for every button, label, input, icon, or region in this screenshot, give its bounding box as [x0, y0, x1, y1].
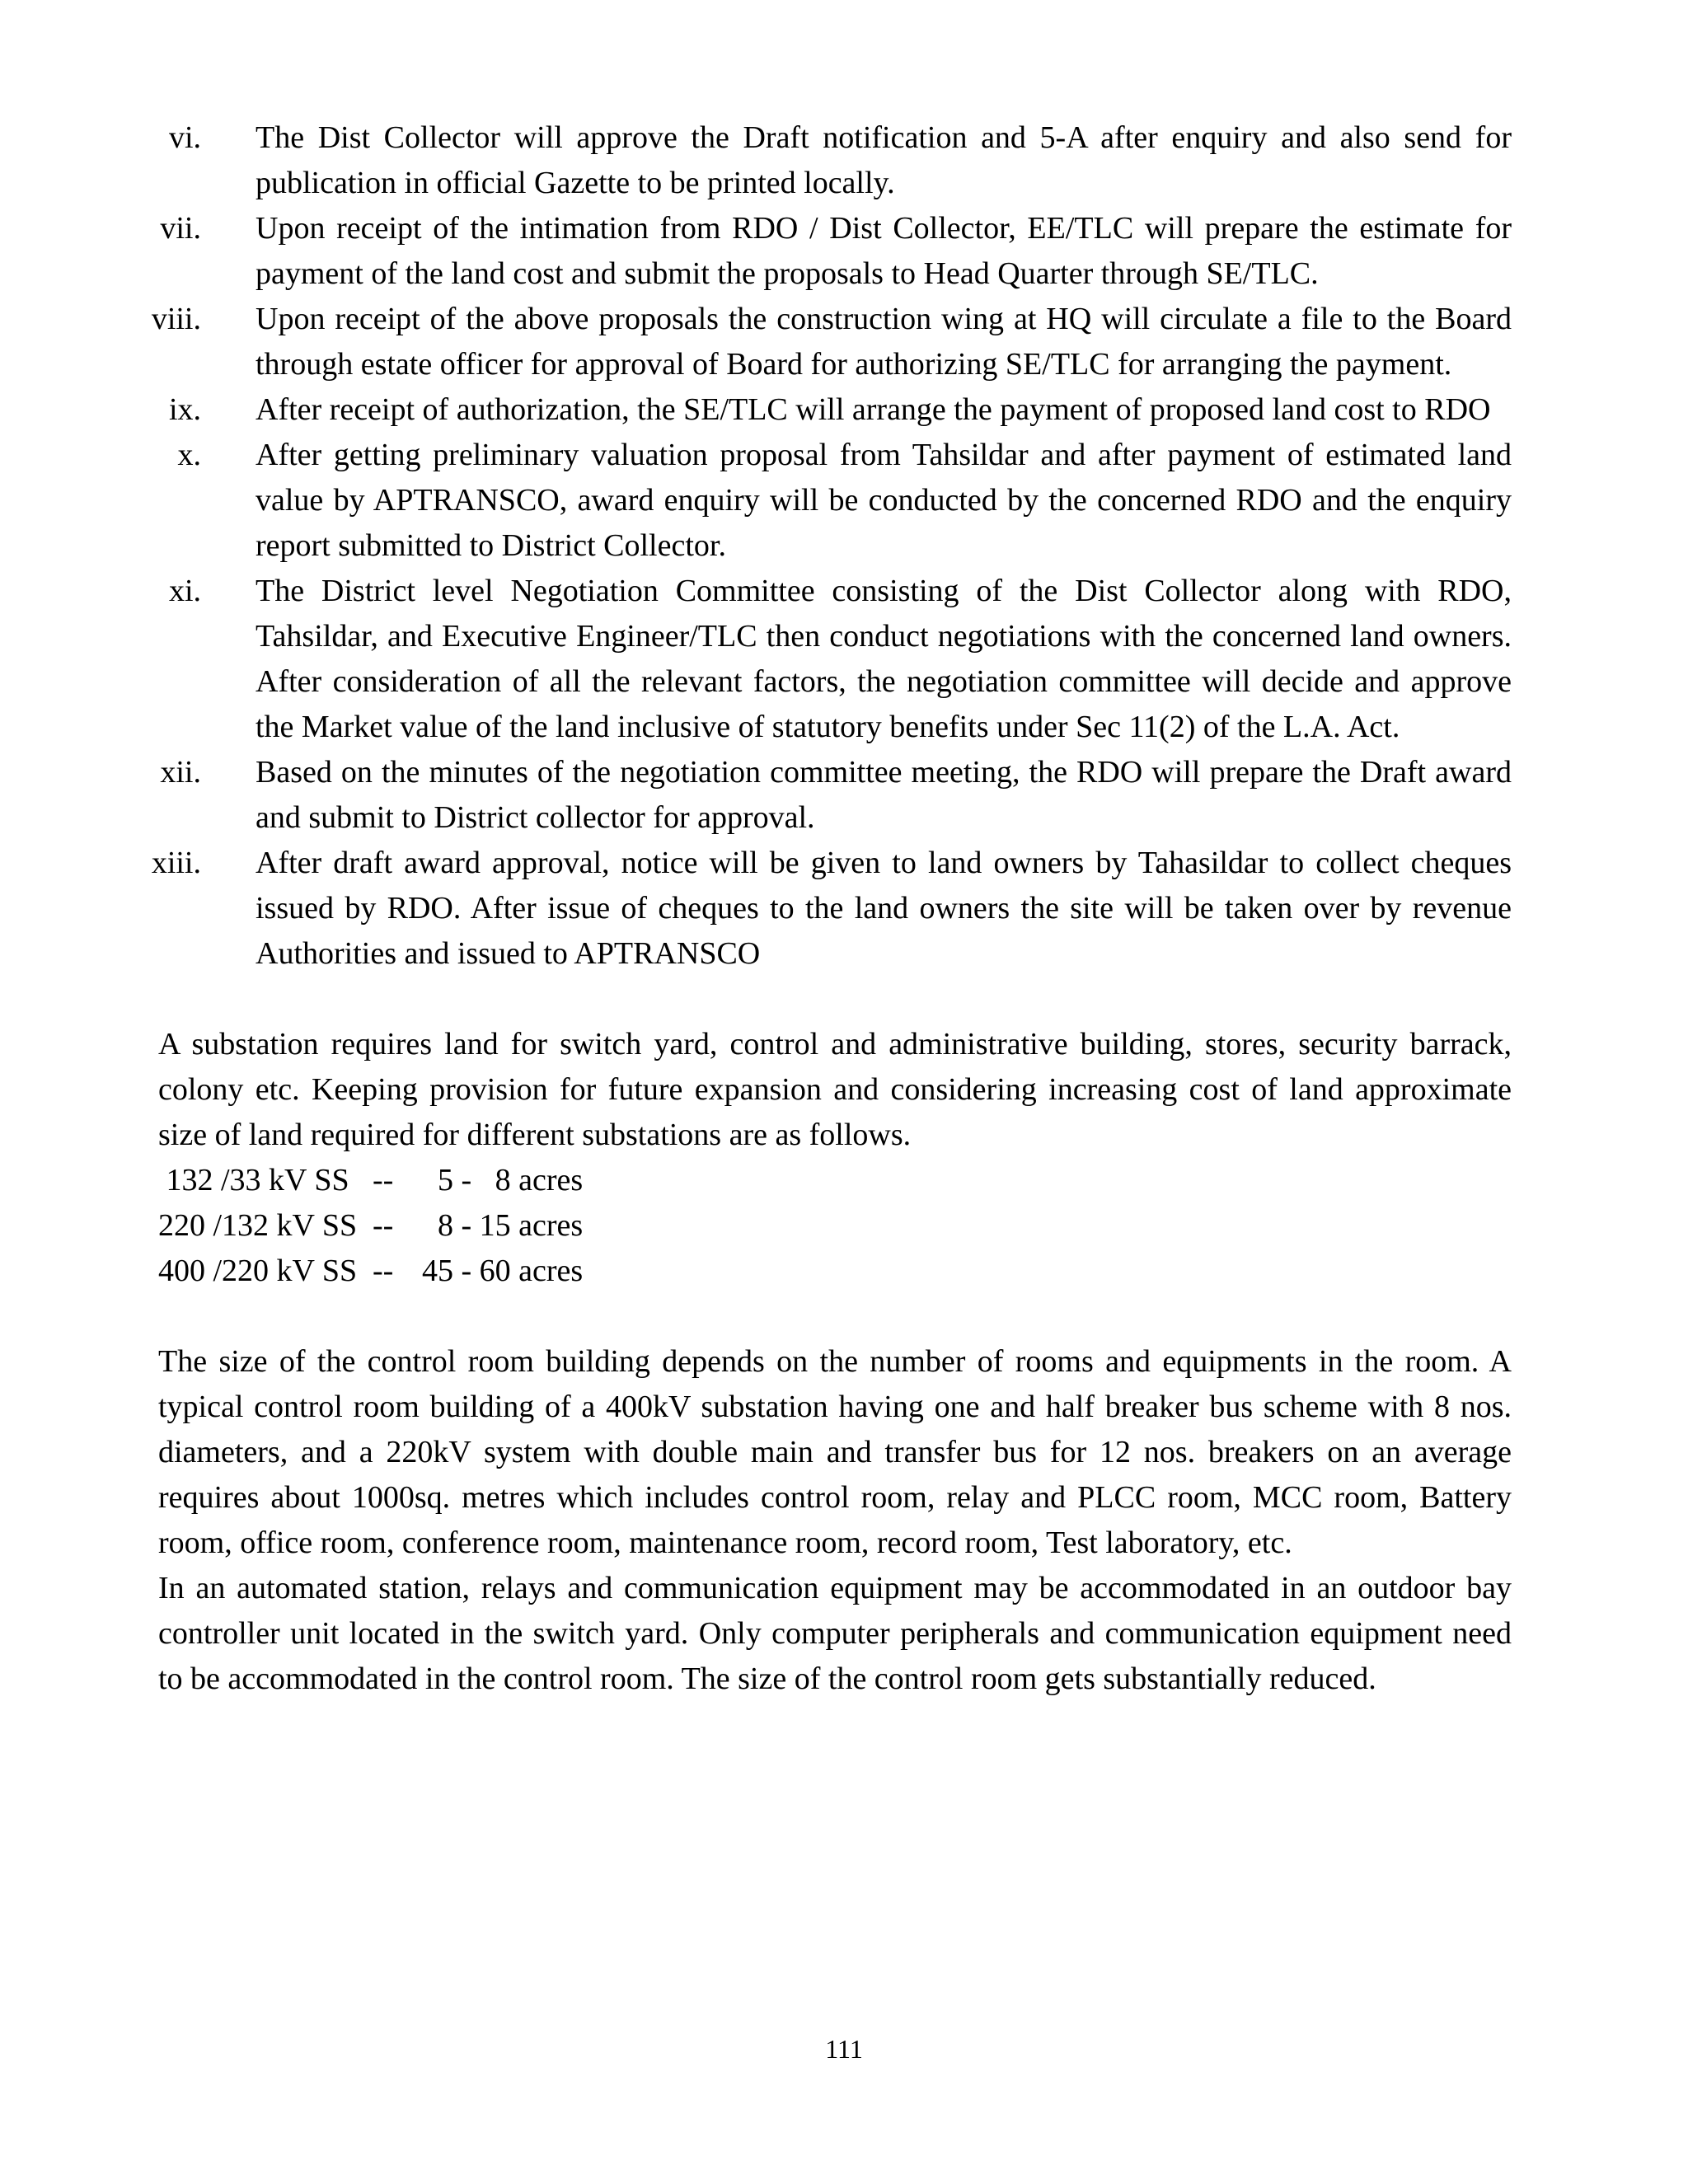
list-item: [151, 841, 1512, 977]
list-item-text: After receipt of authorization, the SE/TLC will arrange the payment of proposed land cost to RDO: [256, 392, 1491, 427]
table-row: [158, 1203, 1512, 1249]
list-item-number: vii.: [160, 211, 201, 246]
paragraph-spacer: [158, 977, 1512, 1022]
list-item-number: viii.: [151, 302, 201, 336]
list-item-number: xiii.: [151, 846, 201, 880]
list-item: [158, 433, 1512, 569]
list-item-text: After draft award approval, notice will be given to land owners by Tahasildar to collect cheques issued by RDO. After issue of cheques to the land owners the site will be taken over by revenue Authorities and issued to APTRANSCO: [256, 846, 1512, 971]
list-item-text: Upon receipt of the above proposals the construction wing at HQ will circulate a file to the Board through estate officer for approval of Board for authorizing SE/TLC for arranging the payment.: [256, 302, 1512, 382]
list-item-number: ix.: [168, 392, 201, 427]
list-item: [158, 206, 1512, 297]
land-intro-paragraph: A substation requires land for switch yard, control and administrative building, stores, security barrack, colony etc. Keeping provision for future expansion and considering increasing cost of land approximate size of land required for different substations are as follows.: [158, 1027, 1512, 1152]
substation-rating: 132 /33 kV SS: [158, 1163, 349, 1197]
paragraph-spacer: [158, 1294, 1512, 1339]
page-number: 111: [825, 2034, 863, 2064]
list-item-text: The District level Negotiation Committee consisting of the Dist Collector along with RDO, Tahsildar, and Executive Engineer/TLC then conduct negotiations with the concerned land owners. After consideration of all the relevant factors, the negotiation committee will decide and approve the Market value of the land inclusive of statutory benefits under Sec 11(2) of the L.A. Act.: [256, 574, 1512, 744]
list-item: [158, 750, 1512, 841]
automation-paragraph: In an automated station, relays and communication equipment may be accommodated in an outdoor bay controller unit located in the switch yard. Only computer peripherals and communication equipment need to be accommodated in the control room. The size of the control room gets substantially reduced.: [158, 1571, 1512, 1696]
list-item: [158, 115, 1512, 206]
list-item-text: Upon receipt of the intimation from RDO / Dist Collector, EE/TLC will prepare the estimate for payment of the land cost and submit the proposals to Head Quarter through SE/TLC.: [256, 211, 1512, 291]
list-item-number: xii.: [160, 755, 201, 790]
separator: --: [373, 1163, 394, 1197]
land-area: 45 - 60 acres: [422, 1254, 584, 1288]
land-area: 8 - 15 acres: [422, 1208, 584, 1243]
land-area: 5 - 8 acres: [422, 1163, 584, 1197]
list-item-number: x.: [177, 438, 201, 472]
procedure-steps-list: [151, 115, 1512, 977]
separator: --: [373, 1208, 394, 1243]
control-room-paragraph: The size of the control room building depends on the number of rooms and equipments in the room. A typical control room building of a 400kV substation having one and half breaker bus scheme with 8 nos. diameters, and a 220kV system with double main and transfer bus for 12 nos. breakers on an average requires about 1000sq. metres which includes control room, relay and PLCC room, MCC room, Battery room, office room, conference room, maintenance room, record room, Test laboratory, etc.: [158, 1344, 1512, 1560]
table-row: [158, 1158, 1512, 1203]
land-size-table: [158, 1158, 1512, 1294]
list-item-text: After getting preliminary valuation proposal from Tahsildar and after payment of estimated land value by APTRANSCO, award enquiry will be conducted by the concerned RDO and the enquiry report submitted to District Collector.: [256, 438, 1512, 563]
list-item-text: Based on the minutes of the negotiation committee meeting, the RDO will prepare the Draft award and submit to District collector for approval.: [256, 755, 1512, 835]
list-item: [158, 387, 1512, 433]
document-page: [151, 115, 1512, 1702]
list-item: [151, 297, 1512, 387]
substation-rating: 220 /132 kV SS: [158, 1208, 358, 1243]
list-item: [158, 569, 1512, 750]
list-item-text: The Dist Collector will approve the Draft notification and 5-A after enquiry and also send for publication in official Gazette to be printed locally.: [256, 120, 1512, 200]
list-item-number: vi.: [168, 120, 201, 155]
list-item-number: xi.: [168, 574, 201, 608]
table-row: [158, 1249, 1512, 1294]
separator: --: [373, 1254, 394, 1288]
substation-rating: 400 /220 kV SS: [158, 1254, 358, 1288]
